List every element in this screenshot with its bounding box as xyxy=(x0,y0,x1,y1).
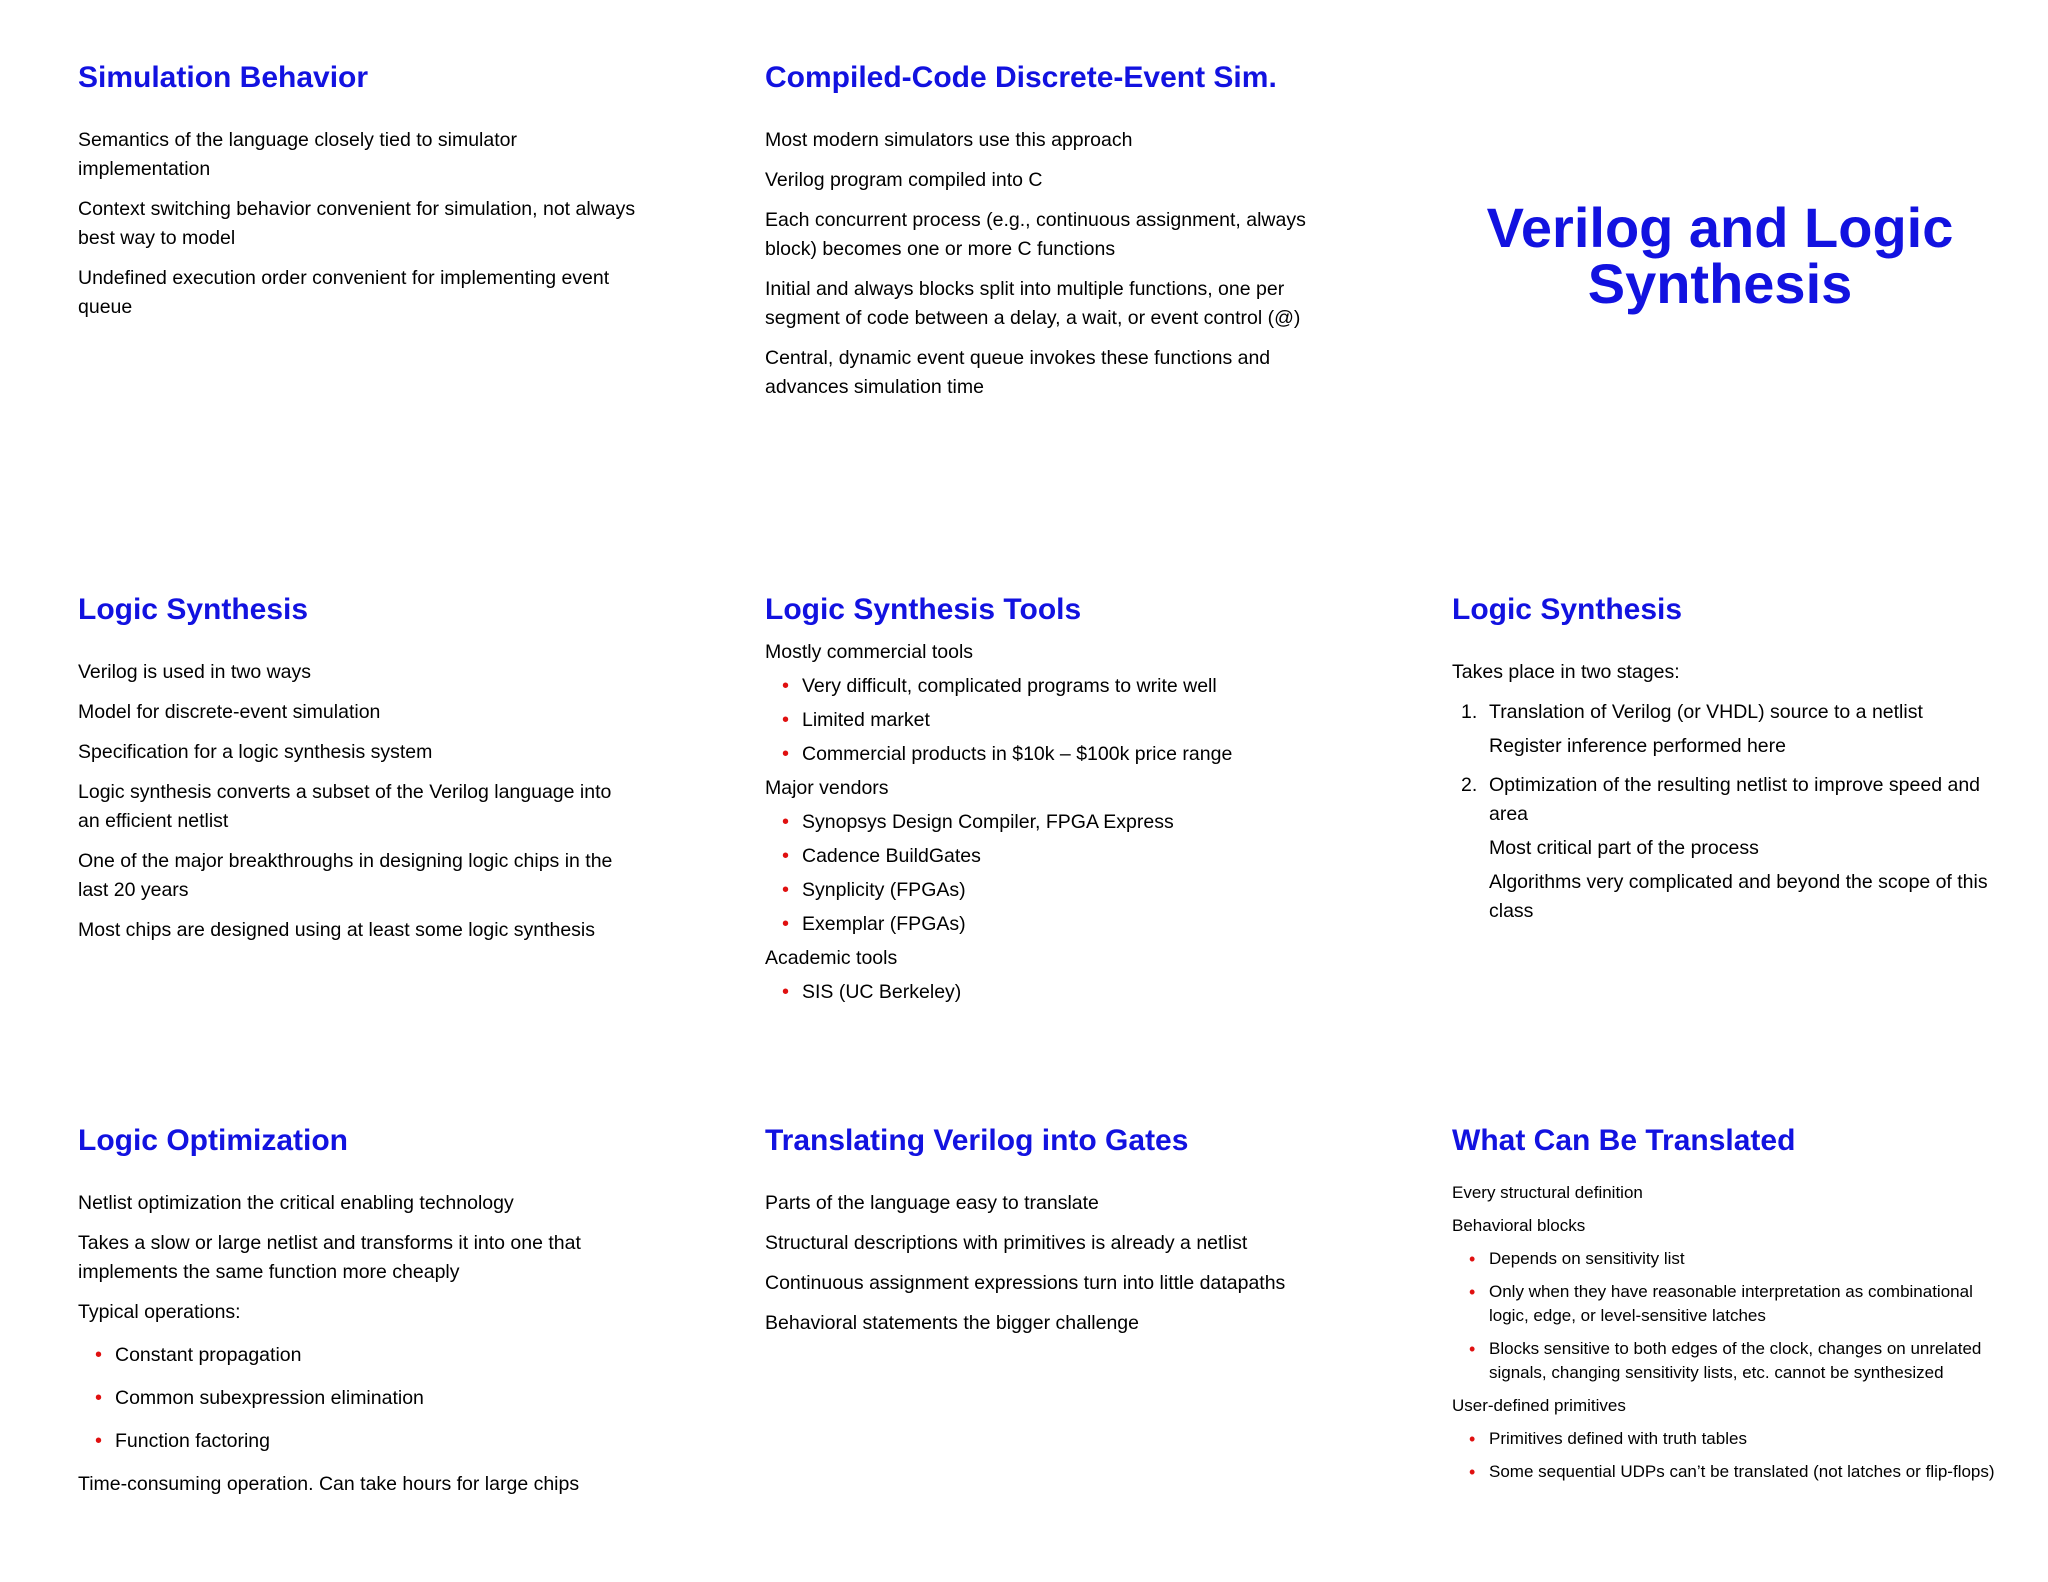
paragraph: Parts of the language easy to translate xyxy=(765,1192,1099,1214)
paragraph: Most modern simulators use this approach xyxy=(765,129,1133,151)
list-item xyxy=(1461,698,2012,761)
stage-subitem: Algorithms very complicated and beyond the scope of this class xyxy=(1489,871,1988,922)
paragraph: Context switching behavior convenient for simulation, not always best way to model xyxy=(78,198,636,249)
slide-body xyxy=(765,126,1325,402)
slide-title: Compiled-Code Discrete-Event Sim. xyxy=(765,61,1277,94)
slide-body xyxy=(765,638,1325,1007)
paragraph: Verilog program compiled into C xyxy=(765,169,1043,191)
bullet-icon: • xyxy=(1469,1339,1476,1359)
bullet-list xyxy=(765,672,1325,769)
slide-title: Simulation Behavior xyxy=(78,61,369,94)
paragraph: Behavioral statements the bigger challenge xyxy=(765,1312,1139,1334)
list-number: 1. xyxy=(1461,701,1478,723)
bullet-icon: • xyxy=(782,845,790,867)
bullet-list xyxy=(78,1341,638,1456)
bullet-icon: • xyxy=(782,811,790,833)
list-item: • Blocks sensitive to both edges of the clock, changes on unrelated signals, changing sensitivity lists, etc. cannot be synthesized xyxy=(1469,1339,1982,1382)
bullet-icon: • xyxy=(1469,1249,1476,1269)
group-heading: Mostly commercial tools xyxy=(765,641,974,663)
list-item: • Constant propagation xyxy=(115,1341,638,1370)
list-item: • Very difficult, complicated programs to write well xyxy=(802,672,1325,701)
bullet-list xyxy=(1452,1247,2012,1385)
bullet-icon: • xyxy=(782,743,790,765)
stage-text: Optimization of the resulting netlist to improve speed and area xyxy=(1489,774,1981,825)
paragraph: Structural descriptions with primitives is already a netlist xyxy=(765,1232,1248,1254)
bullet-icon: • xyxy=(1469,1429,1476,1449)
bullet-list xyxy=(765,808,1325,939)
list-number: 2. xyxy=(1461,774,1478,796)
paragraph: Takes a slow or large netlist and transforms it into one that implements the same function more cheaply xyxy=(78,1232,581,1283)
bullet-icon: • xyxy=(95,1344,103,1366)
numbered-list xyxy=(1452,698,2012,926)
paragraph: Takes place in two stages: xyxy=(1452,661,1680,683)
slide-body xyxy=(78,658,638,945)
paragraph: Undefined execution order convenient for implementing event queue xyxy=(78,267,610,318)
slide-title: Logic Synthesis Tools xyxy=(765,593,1082,626)
list-item: • Depends on sensitivity list xyxy=(1469,1249,1685,1269)
slide-body xyxy=(78,126,638,322)
group-heading: Academic tools xyxy=(765,947,898,969)
paragraph: Netlist optimization the critical enabling technology xyxy=(78,1192,514,1214)
slide-title: Logic Synthesis xyxy=(1452,593,1683,626)
list-item: • Synplicity (FPGAs) xyxy=(802,876,1325,905)
paragraph: Time-consuming operation. Can take hours for large chips xyxy=(78,1473,580,1495)
list-item: • Limited market xyxy=(802,706,1325,735)
paragraph: Semantics of the language closely tied to simulator implementation xyxy=(78,129,517,180)
bullet-icon: • xyxy=(782,981,790,1003)
list-item: • Commercial products in $10k – $100k price range xyxy=(802,740,1325,769)
slide-title-verilog-logic-synthesis xyxy=(1440,196,2000,315)
bullet-list xyxy=(1452,1427,2012,1484)
list-item: • Some sequential UDPs can’t be translated (not latches or ﬂip-ﬂops) xyxy=(1469,1462,1995,1482)
list-item: • Primitives deﬁned with truth tables xyxy=(1469,1429,1747,1449)
slide-body xyxy=(78,1189,638,1499)
paragraph: Behavioral blocks xyxy=(1452,1216,1586,1235)
list-item: • Synopsys Design Compiler, FPGA Express xyxy=(802,808,1325,837)
slide-translating-verilog xyxy=(765,1123,1325,1349)
bullet-icon: • xyxy=(782,913,790,935)
bullet-icon: • xyxy=(95,1387,103,1409)
paragraph: One of the major breakthroughs in designing logic chips in the last 20 years xyxy=(78,850,613,901)
paragraph: Model for discrete-event simulation xyxy=(78,701,381,723)
slide-title: What Can Be Translated xyxy=(1452,1124,1796,1157)
paragraph: Verilog is used in two ways xyxy=(78,661,312,683)
slide-what-can-be-translated xyxy=(1452,1123,2012,1493)
slide-title: Logic Optimization xyxy=(78,1124,348,1157)
slide-body xyxy=(765,1189,1325,1338)
slide-logic-synthesis-intro xyxy=(78,592,638,956)
paragraph: Continuous assignment expressions turn into little datapaths xyxy=(765,1272,1286,1294)
slide-body xyxy=(1452,1181,2012,1484)
slide-logic-synthesis-tools xyxy=(765,592,1325,1012)
paragraph: Central, dynamic event queue invokes these functions and advances simulation time xyxy=(765,347,1271,398)
bullet-icon: • xyxy=(1469,1282,1476,1302)
bullet-icon: • xyxy=(782,709,790,731)
paragraph: Logic synthesis converts a subset of the Verilog language into an efficient netlist xyxy=(78,781,612,832)
paragraph: Every structural deﬁnition xyxy=(1452,1183,1643,1202)
slide-simulation-behavior xyxy=(78,60,638,333)
stage-text: Translation of Verilog (or VHDL) source to a netlist xyxy=(1489,701,1923,723)
list-item: • SIS (UC Berkeley) xyxy=(802,978,1325,1007)
big-title-line-2: Synthesis xyxy=(1587,252,1853,315)
list-item: • Common subexpression elimination xyxy=(115,1384,638,1413)
stage-subitem: Most critical part of the process xyxy=(1489,837,1759,859)
slide-logic-optimization xyxy=(78,1123,638,1510)
list-item: • Only when they have reasonable interpretation as combinational logic, edge, or level-sensitive latches xyxy=(1469,1282,1973,1325)
paragraph: Initial and always blocks split into multiple functions, one per segment of code between a delay, a wait, or event control (@) xyxy=(765,278,1301,329)
paragraph: Typical operations: xyxy=(78,1301,241,1323)
bullet-list xyxy=(765,978,1325,1007)
stage-subitem: Register inference performed here xyxy=(1489,735,1786,757)
list-item xyxy=(1461,771,2012,926)
slide-body xyxy=(1452,658,2012,926)
paragraph: Specification for a logic synthesis system xyxy=(78,741,433,763)
list-item: • Function factoring xyxy=(115,1427,638,1456)
paragraph: User-deﬁned primitives xyxy=(1452,1396,1626,1415)
bullet-icon: • xyxy=(782,879,790,901)
list-item: • Cadence BuildGates xyxy=(802,842,1325,871)
paragraph: Each concurrent process (e.g., continuous assignment, always block) becomes one or more C functions xyxy=(765,209,1306,260)
bullet-icon: • xyxy=(782,675,790,697)
slide-title: Translating Verilog into Gates xyxy=(765,1124,1189,1157)
slide-title: Logic Synthesis xyxy=(78,593,309,626)
bullet-icon: • xyxy=(95,1430,103,1452)
group-heading: Major vendors xyxy=(765,777,889,799)
paragraph: Most chips are designed using at least some logic synthesis xyxy=(78,919,596,941)
bullet-icon: • xyxy=(1469,1462,1476,1482)
big-title-line-1: Verilog and Logic xyxy=(1486,196,1954,259)
slide-logic-synthesis-stages xyxy=(1452,592,2012,936)
slide-compiled-code-sim xyxy=(765,60,1325,413)
list-item: • Exemplar (FPGAs) xyxy=(802,910,1325,939)
